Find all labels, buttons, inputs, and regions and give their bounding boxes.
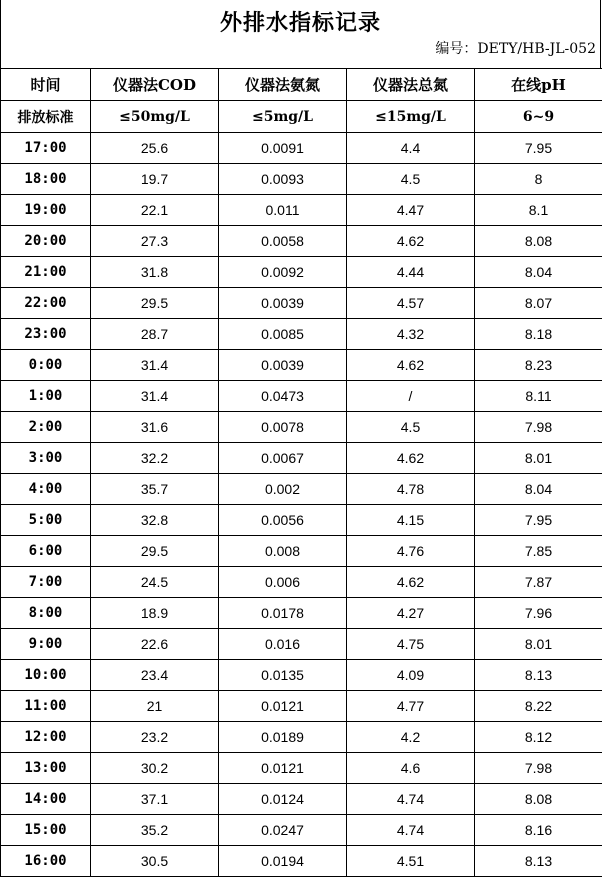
standard-cod: ≤50mg/L (91, 101, 219, 133)
total-nitrogen-cell: 4.2 (347, 722, 475, 753)
total-nitrogen-cell: 4.62 (347, 567, 475, 598)
ph-cell: 8.16 (475, 815, 602, 846)
cod-cell: 23.2 (91, 722, 219, 753)
cod-cell: 32.2 (91, 443, 219, 474)
total-nitrogen-cell: 4.5 (347, 164, 475, 195)
ammonia-cell: 0.0085 (219, 319, 347, 350)
time-cell: 17:00 (1, 133, 91, 164)
cod-cell: 31.4 (91, 381, 219, 412)
cod-cell: 22.6 (91, 629, 219, 660)
total-nitrogen-cell: 4.51 (347, 846, 475, 877)
table-row (1, 226, 602, 257)
time-cell: 22:00 (1, 288, 91, 319)
table-row (1, 846, 602, 877)
cod-cell: 35.2 (91, 815, 219, 846)
total-nitrogen-cell: 4.15 (347, 505, 475, 536)
ph-cell: 8.01 (475, 629, 602, 660)
ammonia-cell: 0.0189 (219, 722, 347, 753)
ph-cell: 8.08 (475, 226, 602, 257)
total-nitrogen-cell: 4.47 (347, 195, 475, 226)
ammonia-cell: 0.008 (219, 536, 347, 567)
time-cell: 9:00 (1, 629, 91, 660)
ammonia-cell: 0.0067 (219, 443, 347, 474)
time-cell: 15:00 (1, 815, 91, 846)
time-cell: 23:00 (1, 319, 91, 350)
header-cod: 仪器法COD (91, 69, 219, 101)
total-nitrogen-cell: 4.78 (347, 474, 475, 505)
table-row (1, 319, 602, 350)
standard-ammonia: ≤5mg/L (219, 101, 347, 133)
header-total-nitrogen: 仪器法总氮 (347, 69, 475, 101)
cod-cell: 23.4 (91, 660, 219, 691)
table-row (1, 412, 602, 443)
time-cell: 5:00 (1, 505, 91, 536)
table-row (1, 598, 602, 629)
table-row (1, 257, 602, 288)
standard-total-nitrogen: ≤15mg/L (347, 101, 475, 133)
ph-cell: 8.22 (475, 691, 602, 722)
table-row (1, 164, 602, 195)
table-row (1, 660, 602, 691)
ph-cell: 8.1 (475, 195, 602, 226)
cod-cell: 32.8 (91, 505, 219, 536)
total-nitrogen-cell: / (347, 381, 475, 412)
time-cell: 18:00 (1, 164, 91, 195)
table-row (1, 691, 602, 722)
total-nitrogen-cell: 4.77 (347, 691, 475, 722)
ph-cell: 7.96 (475, 598, 602, 629)
table-row (1, 629, 602, 660)
table-row (1, 288, 602, 319)
ammonia-cell: 0.0121 (219, 691, 347, 722)
total-nitrogen-cell: 4.4 (347, 133, 475, 164)
total-nitrogen-cell: 4.62 (347, 350, 475, 381)
ammonia-cell: 0.0039 (219, 350, 347, 381)
ammonia-cell: 0.0178 (219, 598, 347, 629)
ph-cell: 8.04 (475, 257, 602, 288)
ph-cell: 7.87 (475, 567, 602, 598)
ph-cell: 8.12 (475, 722, 602, 753)
total-nitrogen-cell: 4.44 (347, 257, 475, 288)
time-cell: 11:00 (1, 691, 91, 722)
time-cell: 1:00 (1, 381, 91, 412)
time-cell: 0:00 (1, 350, 91, 381)
standard-label: 排放标准 (1, 101, 91, 133)
cod-cell: 28.7 (91, 319, 219, 350)
standard-row (1, 101, 602, 133)
ammonia-cell: 0.0078 (219, 412, 347, 443)
cod-cell: 31.4 (91, 350, 219, 381)
ph-cell: 8.01 (475, 443, 602, 474)
ammonia-cell: 0.0124 (219, 784, 347, 815)
time-cell: 21:00 (1, 257, 91, 288)
cod-cell: 37.1 (91, 784, 219, 815)
time-cell: 8:00 (1, 598, 91, 629)
time-cell: 14:00 (1, 784, 91, 815)
time-cell: 19:00 (1, 195, 91, 226)
ammonia-cell: 0.0473 (219, 381, 347, 412)
table-row (1, 195, 602, 226)
ph-cell: 7.98 (475, 412, 602, 443)
ph-cell: 8.11 (475, 381, 602, 412)
table-row (1, 381, 602, 412)
time-cell: 3:00 (1, 443, 91, 474)
time-cell: 6:00 (1, 536, 91, 567)
ammonia-cell: 0.016 (219, 629, 347, 660)
time-cell: 12:00 (1, 722, 91, 753)
cod-cell: 29.5 (91, 536, 219, 567)
table-row (1, 350, 602, 381)
total-nitrogen-cell: 4.74 (347, 815, 475, 846)
ph-cell: 8.08 (475, 784, 602, 815)
cod-cell: 30.2 (91, 753, 219, 784)
ammonia-cell: 0.0247 (219, 815, 347, 846)
total-nitrogen-cell: 4.32 (347, 319, 475, 350)
ammonia-cell: 0.006 (219, 567, 347, 598)
ph-cell: 8.07 (475, 288, 602, 319)
table-row (1, 567, 602, 598)
table-row (1, 536, 602, 567)
header-ammonia: 仪器法氨氮 (219, 69, 347, 101)
time-cell: 13:00 (1, 753, 91, 784)
header-ph: 在线pH (475, 69, 602, 101)
cod-cell: 31.6 (91, 412, 219, 443)
cod-cell: 31.8 (91, 257, 219, 288)
table-row (1, 443, 602, 474)
document-number: 编号：DETY/HB-JL-052 (435, 38, 596, 58)
cod-cell: 22.1 (91, 195, 219, 226)
cod-cell: 19.7 (91, 164, 219, 195)
ph-cell: 8.04 (475, 474, 602, 505)
ammonia-cell: 0.0091 (219, 133, 347, 164)
time-cell: 10:00 (1, 660, 91, 691)
ammonia-cell: 0.002 (219, 474, 347, 505)
cod-cell: 18.9 (91, 598, 219, 629)
table-row (1, 474, 602, 505)
table-row (1, 722, 602, 753)
cod-cell: 30.5 (91, 846, 219, 877)
total-nitrogen-cell: 4.5 (347, 412, 475, 443)
total-nitrogen-cell: 4.27 (347, 598, 475, 629)
ph-cell: 8.23 (475, 350, 602, 381)
total-nitrogen-cell: 4.74 (347, 784, 475, 815)
cod-cell: 29.5 (91, 288, 219, 319)
ph-cell: 8.13 (475, 846, 602, 877)
time-cell: 7:00 (1, 567, 91, 598)
ammonia-cell: 0.0092 (219, 257, 347, 288)
table-row (1, 505, 602, 536)
cod-cell: 25.6 (91, 133, 219, 164)
ph-cell: 7.85 (475, 536, 602, 567)
table-row (1, 133, 602, 164)
ph-cell: 7.95 (475, 505, 602, 536)
table-row (1, 784, 602, 815)
ph-cell: 8.13 (475, 660, 602, 691)
cod-cell: 27.3 (91, 226, 219, 257)
header-row (1, 69, 602, 101)
total-nitrogen-cell: 4.76 (347, 536, 475, 567)
total-nitrogen-cell: 4.62 (347, 226, 475, 257)
page-title: 外排水指标记录 (1, 6, 600, 37)
ammonia-cell: 0.0121 (219, 753, 347, 784)
ammonia-cell: 0.0093 (219, 164, 347, 195)
ammonia-cell: 0.011 (219, 195, 347, 226)
cod-cell: 21 (91, 691, 219, 722)
time-cell: 4:00 (1, 474, 91, 505)
standard-ph: 6~9 (475, 101, 602, 133)
record-table (0, 68, 602, 877)
ammonia-cell: 0.0056 (219, 505, 347, 536)
total-nitrogen-cell: 4.6 (347, 753, 475, 784)
time-cell: 20:00 (1, 226, 91, 257)
ammonia-cell: 0.0135 (219, 660, 347, 691)
total-nitrogen-cell: 4.62 (347, 443, 475, 474)
time-cell: 16:00 (1, 846, 91, 877)
ph-cell: 7.98 (475, 753, 602, 784)
total-nitrogen-cell: 4.09 (347, 660, 475, 691)
ammonia-cell: 0.0194 (219, 846, 347, 877)
ammonia-cell: 0.0058 (219, 226, 347, 257)
ph-cell: 8 (475, 164, 602, 195)
ammonia-cell: 0.0039 (219, 288, 347, 319)
time-cell: 2:00 (1, 412, 91, 443)
table-row (1, 753, 602, 784)
ph-cell: 8.18 (475, 319, 602, 350)
title-area (0, 0, 601, 68)
cod-cell: 35.7 (91, 474, 219, 505)
header-time: 时间 (1, 69, 91, 101)
cod-cell: 24.5 (91, 567, 219, 598)
table-row (1, 815, 602, 846)
ph-cell: 7.95 (475, 133, 602, 164)
total-nitrogen-cell: 4.57 (347, 288, 475, 319)
total-nitrogen-cell: 4.75 (347, 629, 475, 660)
